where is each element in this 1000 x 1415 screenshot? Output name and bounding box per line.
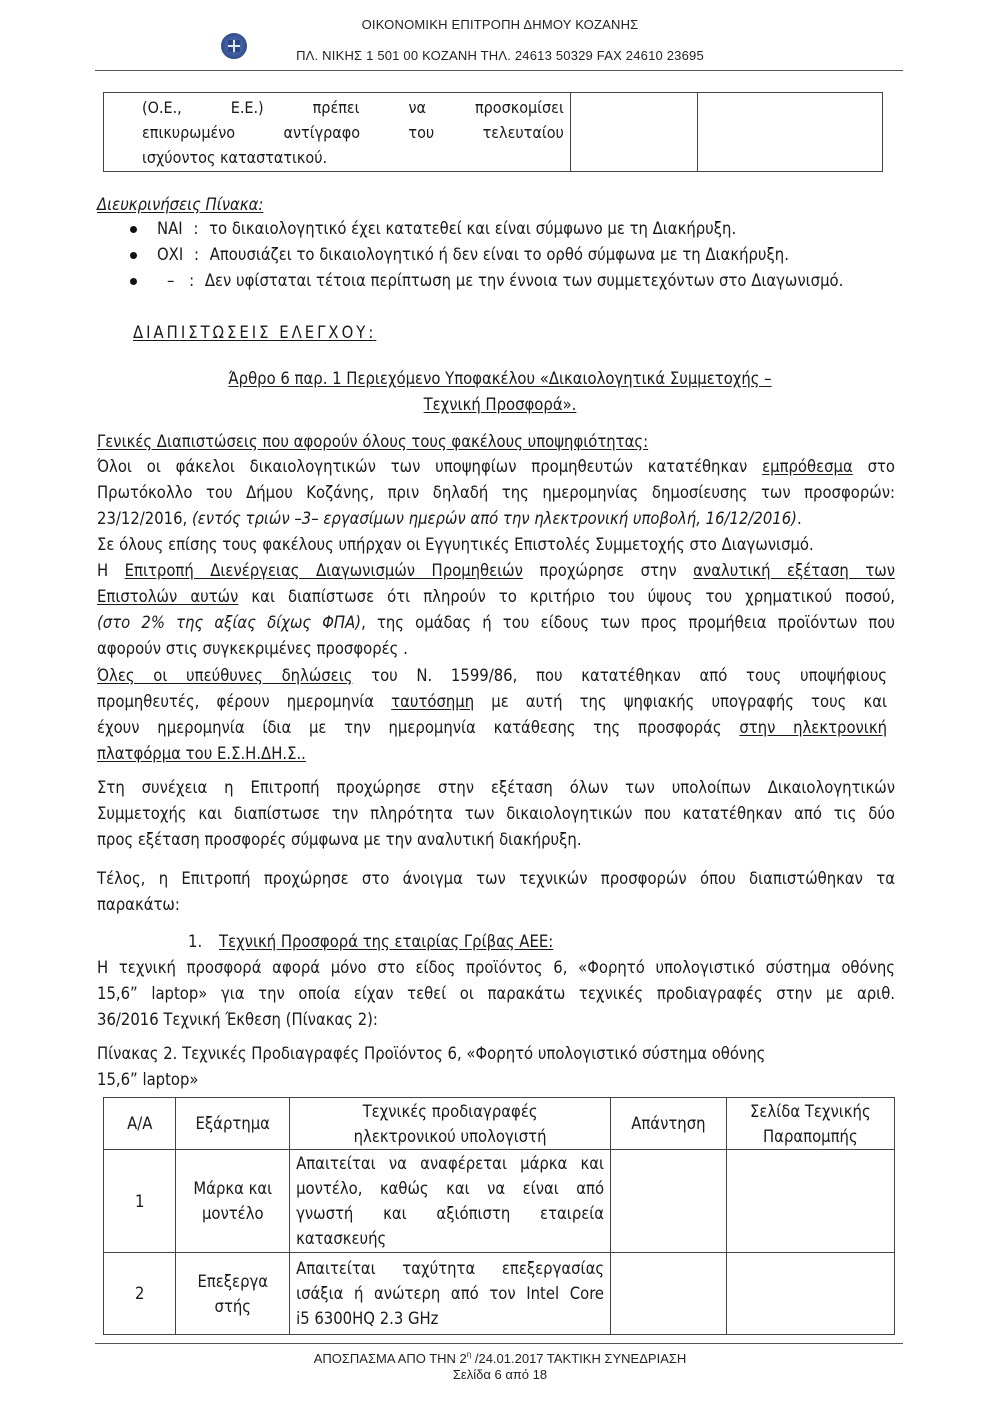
underlined-run: ταυτόσημη	[391, 692, 475, 711]
p4-line3: προς εξέταση προσφορές σύμφωνα με την αναλυτική διακήρυξη.	[97, 830, 582, 849]
p3-line4: πλατφόρμα του Ε.Σ.Η.ΔΗ.Σ..	[97, 744, 306, 763]
text-run: προμηθευτές, φέρουν ημερομηνία	[97, 692, 375, 711]
component-line: στής	[214, 1296, 251, 1316]
requirement-cell	[104, 93, 571, 172]
underlined-run: εμπρόθεσμα	[762, 457, 853, 476]
footer-text: /24.01.2017 ΤΑΚΤΙΚΗ ΣΥΝΕΔΡΙΑΣΗ	[471, 1351, 687, 1366]
legend-item-na	[167, 268, 843, 293]
text-run: .	[796, 509, 802, 528]
bullet-icon	[130, 252, 137, 259]
header-spec-line: ηλεκτρονικού υπολογιστή	[353, 1126, 547, 1146]
footer-page-number: Σελίδα 6 από 18	[452, 1367, 548, 1382]
header-address: ΠΛ. ΝΙΚΗΣ 1 501 00 ΚΟΖΑΝΗ ΤΗΛ. 24613 50329 FAX 24610 23695	[296, 48, 704, 63]
header-component: Εξάρτημα	[176, 1098, 290, 1150]
text-run: , της ομάδας ή του είδους των προς προμήθεια προϊόντων που	[361, 613, 895, 632]
legend-sep: :	[193, 219, 199, 238]
top-continuation-table	[103, 92, 883, 172]
header-page-line: Παραπομπής	[763, 1126, 858, 1146]
p3-line1	[97, 663, 887, 688]
table2-caption-line1: Πίνακας 2. Τεχνικές Προδιαγραφές Προϊόντος 6, «Φορητό υπολογιστικό σύστημα οθόνης	[97, 1044, 766, 1063]
legend-key: –	[167, 271, 175, 290]
text-run: Όλοι οι φάκελοι δικαιολογητικών των υποψηφίων προμηθευτών κατατέθηκαν	[97, 457, 748, 476]
text-run: στο	[867, 457, 896, 476]
legend-text: Απουσιάζει το δικαιολογητικό ή δεν είναι το ορθό σύμφωνα με τη Διακήρυξη.	[209, 245, 789, 264]
footer-session-title	[250, 1350, 750, 1366]
article-title-line1: Άρθρο 6 παρ. 1 Περιεχόμενο Υποφακέλου «Δικαιολογητικά Συμμετοχής –	[228, 369, 772, 388]
general-findings-heading: Γενικές Διαπιστώσεις που αφορούν όλους τους φακέλους υποψηφιότητας:	[97, 432, 649, 451]
offer1-line3: 36/2016 Τεχνική Έκθεση (Πίνακας 2):	[97, 1010, 378, 1029]
underlined-run: Επιτροπή Διενέργειας Διαγωνισμών Προμηθειών	[124, 561, 523, 580]
p2-line2	[97, 558, 895, 583]
legend-text: Δεν υφίσταται τέτοια περίπτωση με την έννοια των συμμετεχόντων στο Διαγωνισμό.	[204, 271, 844, 290]
article-title-line2: Τεχνική Προσφορά».	[423, 395, 577, 414]
component-line: Μάρκα και	[193, 1179, 273, 1198]
legend-title: Διευκρινήσεις Πίνακα:	[97, 195, 264, 214]
row-component	[176, 1253, 290, 1335]
header-page	[726, 1098, 894, 1150]
text-run: προχώρησε στην	[539, 561, 677, 580]
table2-caption-line2: 15,6” laptop»	[97, 1070, 199, 1089]
component-line: Επεξεργα	[197, 1271, 269, 1291]
p1-line1	[97, 454, 895, 479]
technical-specs-table	[103, 1097, 895, 1335]
row-spec	[290, 1150, 611, 1253]
bullet-icon	[130, 226, 137, 233]
header-spec-line: Τεχνικές προδιαγραφές	[362, 1101, 538, 1121]
header-answer: Απάντηση	[611, 1098, 727, 1150]
p3-line2	[97, 689, 887, 714]
bullet-icon	[130, 278, 137, 285]
header-spec	[290, 1098, 611, 1150]
italic-run: (στο 2% της αξίας δίχως ΦΠΑ)	[97, 613, 362, 632]
row-aa: 1	[104, 1150, 176, 1253]
spec-line: Απαιτείται να αναφέρεται μάρκα και	[296, 1154, 605, 1173]
p4-line2: Συμμετοχής και διαπίστωσε την πληρότητα των δικαιολογητικών που κατατέθηκαν από τις δύο	[97, 804, 895, 823]
legend-key: ΟΧΙ	[157, 245, 184, 264]
footer-superscript: η	[466, 1350, 472, 1359]
spec-line: ισάξια ή ανώτερη από τον Intel Core	[296, 1284, 605, 1303]
legend-item-yes	[157, 216, 736, 241]
offer1-number: 1.	[188, 932, 203, 951]
text-run: έχουν ημερομηνία ίδια με την ημερομηνία κατάθεσης της προσφοράς	[97, 718, 722, 737]
offer1-line2: 15,6” laptop» για την οποία είχαν τεθεί οι παρακάτω τεχνικές προδιαγραφές στην με αριθ.	[97, 984, 895, 1003]
offer1-line1: Η τεχνική προσφορά αφορά μόνο στο είδος προϊόντος 6, «Φορητό υπολογιστικό σύστημα οθόνης	[97, 958, 895, 977]
offer1-heading: Τεχνική Προσφορά της εταιρίας Γρίβας ΑΕΕ:	[219, 932, 554, 951]
p5-line1: Τέλος, η Επιτροπή προχώρησε στο άνοιγμα των τεχνικών προσφορών όπου διαπιστώθηκαν τα	[97, 869, 895, 888]
row-page	[726, 1253, 894, 1335]
italic-run: (εντός τριών –3– εργασίμων ημερών από την ηλεκτρονική υποβολή, 16/12/2016)	[191, 509, 797, 528]
cell-line: ισχύοντος καταστατικού.	[142, 147, 328, 167]
p1-line2: Πρωτόκολλο του Δήμου Κοζάνης, πριν δηλαδή της ημερομηνίας δημοσίευσης των προσφορών:	[97, 483, 895, 502]
p5-line2: παρακάτω:	[97, 895, 180, 914]
p2-line3	[97, 584, 895, 609]
text-run: Η	[97, 561, 109, 580]
row-component	[176, 1150, 290, 1253]
text-run: του Ν. 1599/86, που κατατέθηκαν από τους υποψήφιους	[371, 666, 887, 685]
p1-line3	[97, 506, 897, 531]
row-page	[726, 1150, 894, 1253]
cell-line: επικυρωμένο αντίγραφο του τελευταίου	[142, 122, 564, 142]
row-aa: 2	[104, 1253, 176, 1335]
legend-item-no	[157, 242, 789, 267]
spec-line: μοντέλο, καθώς και να είναι από	[296, 1179, 605, 1198]
spec-line: Απαιτείται ταχύτητα επεξεργασίας	[296, 1259, 605, 1278]
header-divider	[95, 70, 903, 71]
footer-divider	[95, 1343, 903, 1344]
p4-line1: Στη συνέχεια η Επιτροπή προχώρησε στην εξέταση όλων των υπολοίπων Δικαιολογητικών	[97, 778, 895, 797]
underlined-run: στην ηλεκτρονική	[739, 718, 887, 737]
underlined-run: αναλυτική εξέταση των	[693, 561, 895, 580]
row-answer	[611, 1150, 727, 1253]
underlined-run: Επιστολών αυτών	[97, 587, 239, 606]
p2-line4	[97, 610, 895, 635]
legend-text: το δικαιολογητικό έχει κατατεθεί και είναι σύμφωνο με τη Διακήρυξη.	[209, 219, 737, 238]
p3-line3	[97, 715, 887, 740]
legend-sep: :	[189, 271, 195, 290]
p2-line5: αφορούν στις συγκεκριμένες προσφορές .	[97, 639, 408, 658]
header-page-line: Σελίδα Τεχνικής	[750, 1101, 871, 1121]
text-run: με αυτή της ψηφιακής υπογραφής τους και	[491, 692, 888, 711]
p2-line1: Σε όλους επίσης τους φακέλους υπήρχαν οι Εγγυητικές Επιστολές Συμμετοχής στο Διαγωνισμό.	[97, 535, 814, 554]
reference-cell	[697, 93, 882, 172]
table-row	[104, 1253, 895, 1335]
status-cell	[570, 93, 697, 172]
spec-line: κατασκευής	[296, 1229, 387, 1248]
footer-text: ΑΠΟΣΠΑΣΜΑ ΑΠΟ ΤΗΝ 2	[313, 1351, 467, 1366]
findings-title: ΔΙΑΠΙΣΤΩΣΕΙΣ ΕΛΕΓΧΟΥ:	[133, 323, 377, 342]
row-spec	[290, 1253, 611, 1335]
legend-key: ΝΑΙ	[157, 219, 183, 238]
header-aa: Α/Α	[104, 1098, 176, 1150]
row-answer	[611, 1253, 727, 1335]
component-line: μοντέλο	[201, 1204, 264, 1223]
table-header-row	[104, 1098, 895, 1150]
cell-line: (Ο.Ε., Ε.Ε.) πρέπει να προσκομίσει	[142, 97, 564, 117]
text-run: και διαπίστωσε ότι πληρούν το κριτήριο του ύψους του χρηματικού ποσού,	[251, 587, 895, 606]
spec-line: i5 6300HQ 2.3 GHz	[296, 1309, 439, 1328]
underlined-run: Όλες οι υπεύθυνες δηλώσεις	[97, 666, 353, 685]
spec-line: γνωστή και αξιόπιστη εταιρεία	[296, 1204, 605, 1223]
header-organization: ΟΙΚΟΝΟΜΙΚΗ ΕΠΙΤΡΟΠΗ ΔΗΜΟΥ ΚΟΖΑΝΗΣ	[361, 17, 639, 32]
legend-sep: :	[193, 245, 199, 264]
date-text: 23/12/2016,	[97, 509, 188, 528]
table-row	[104, 1150, 895, 1253]
